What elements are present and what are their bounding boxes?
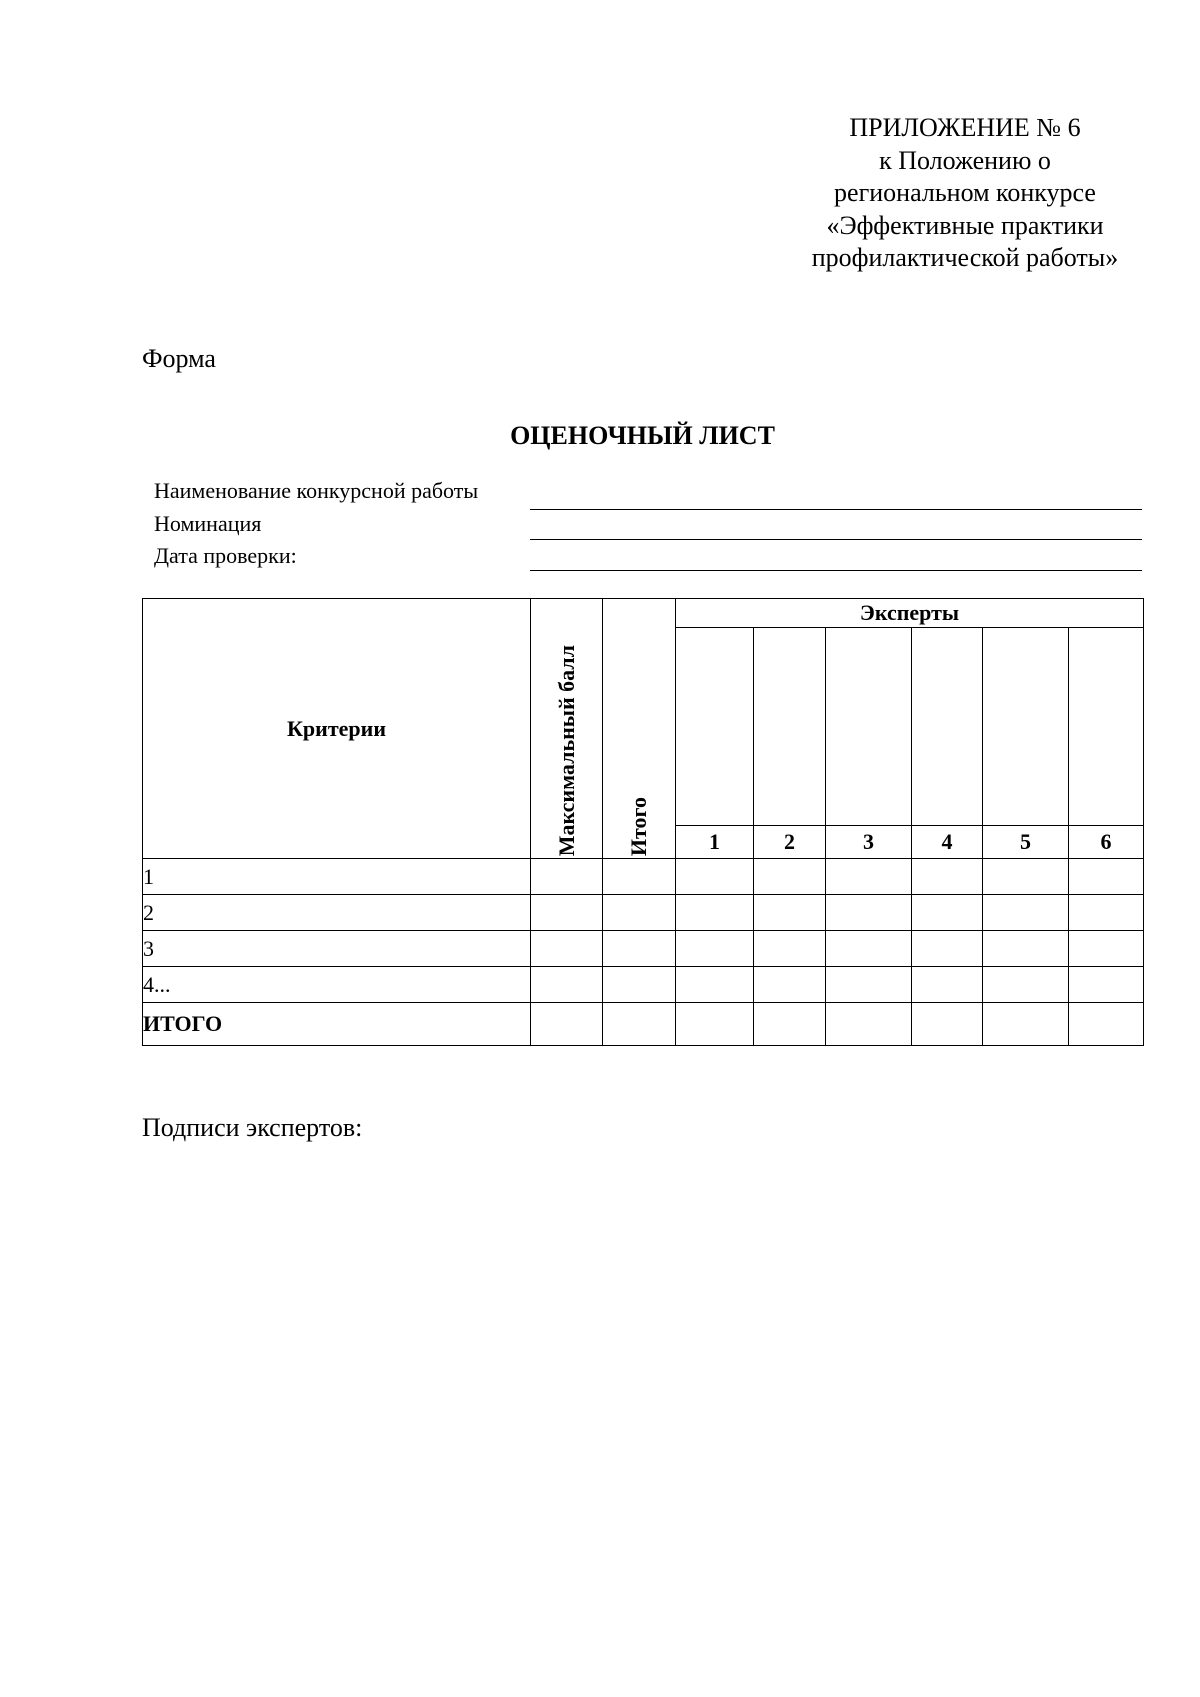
score-cell[interactable]: [676, 967, 754, 1003]
score-cell[interactable]: [826, 967, 912, 1003]
document-title: ОЦЕНОЧНЫЙ ЛИСТ: [510, 421, 775, 450]
appendix-block: [800, 112, 1130, 275]
max-score-header-text: Максимальный балл: [553, 644, 579, 856]
score-cell[interactable]: [603, 931, 676, 967]
field-label-work-name: Наименование конкурсной работы: [154, 478, 479, 503]
score-cell[interactable]: [1069, 859, 1144, 895]
score-cell[interactable]: [754, 931, 826, 967]
field-line-work-name[interactable]: [530, 480, 1142, 510]
score-cell[interactable]: [912, 895, 983, 931]
criterion-label: 2: [143, 895, 531, 931]
total-cell[interactable]: [754, 1003, 826, 1046]
criterion-label: 4...: [143, 967, 531, 1003]
total-cell[interactable]: [531, 1003, 603, 1046]
score-cell[interactable]: [826, 859, 912, 895]
score-cell[interactable]: [603, 967, 676, 1003]
signatures-label: Подписи экспертов:: [142, 1113, 363, 1142]
appendix-line: к Положению о: [879, 145, 1051, 175]
score-cell[interactable]: [983, 931, 1069, 967]
expert-cell-blank: [983, 628, 1069, 826]
score-cell[interactable]: [826, 895, 912, 931]
expert-cell-blank: [1069, 628, 1144, 826]
table-row: [143, 895, 1144, 931]
expert-number: 3: [826, 826, 912, 859]
total-cell[interactable]: [603, 1003, 676, 1046]
expert-cell-blank: [676, 628, 754, 826]
score-cell[interactable]: [754, 895, 826, 931]
score-cell[interactable]: [754, 859, 826, 895]
score-cell[interactable]: [603, 895, 676, 931]
field-line-nomination[interactable]: [530, 512, 1142, 540]
score-cell[interactable]: [983, 859, 1069, 895]
table-row: [143, 931, 1144, 967]
score-cell[interactable]: [531, 859, 603, 895]
appendix-line: профилактической работы»: [811, 243, 1119, 272]
field-label-check-date: Дата проверки:: [154, 543, 297, 568]
expert-number: 4: [912, 826, 983, 859]
score-cell[interactable]: [912, 931, 983, 967]
form-label: Форма: [142, 344, 216, 373]
expert-cell-blank: [754, 628, 826, 826]
criterion-label: 1: [143, 859, 531, 895]
experts-header: Эксперты: [676, 599, 1144, 628]
expert-number: 1: [676, 826, 754, 859]
score-cell[interactable]: [603, 859, 676, 895]
table-row: [143, 967, 1144, 1003]
total-row: [143, 1003, 1144, 1046]
score-cell[interactable]: [912, 859, 983, 895]
expert-cell-blank: [912, 628, 983, 826]
score-cell[interactable]: [1069, 895, 1144, 931]
score-cell[interactable]: [676, 895, 754, 931]
score-cell[interactable]: [1069, 967, 1144, 1003]
total-row-label: ИТОГО: [143, 1003, 531, 1046]
appendix-line: «Эффективные практики: [826, 210, 1104, 240]
total-cell[interactable]: [676, 1003, 754, 1046]
appendix-line: ПРИЛОЖЕНИЕ № 6: [849, 113, 1081, 142]
max-score-header: [531, 599, 603, 859]
evaluation-table: [142, 598, 1144, 1046]
total-header-text: Итого: [626, 796, 651, 856]
score-cell[interactable]: [676, 931, 754, 967]
field-line-check-date[interactable]: [530, 544, 1142, 571]
table-row: [143, 859, 1144, 895]
expert-number: 2: [754, 826, 826, 859]
total-cell[interactable]: [1069, 1003, 1144, 1046]
score-cell[interactable]: [826, 931, 912, 967]
score-cell[interactable]: [983, 895, 1069, 931]
total-cell[interactable]: [912, 1003, 983, 1046]
field-label-nomination: Номинация: [154, 511, 262, 536]
score-cell[interactable]: [531, 967, 603, 1003]
score-cell[interactable]: [912, 967, 983, 1003]
expert-number: 5: [983, 826, 1069, 859]
criterion-label: 3: [143, 931, 531, 967]
score-cell[interactable]: [676, 859, 754, 895]
appendix-line: региональном конкурсе: [834, 178, 1096, 207]
score-cell[interactable]: [1069, 931, 1144, 967]
total-cell[interactable]: [983, 1003, 1069, 1046]
expert-cell-blank: [826, 628, 912, 826]
criteria-header: Критерии: [143, 599, 531, 859]
score-cell[interactable]: [983, 967, 1069, 1003]
score-cell[interactable]: [531, 895, 603, 931]
score-cell[interactable]: [754, 967, 826, 1003]
score-cell[interactable]: [531, 931, 603, 967]
total-header: [603, 599, 676, 859]
total-cell[interactable]: [826, 1003, 912, 1046]
expert-number: 6: [1069, 826, 1144, 859]
